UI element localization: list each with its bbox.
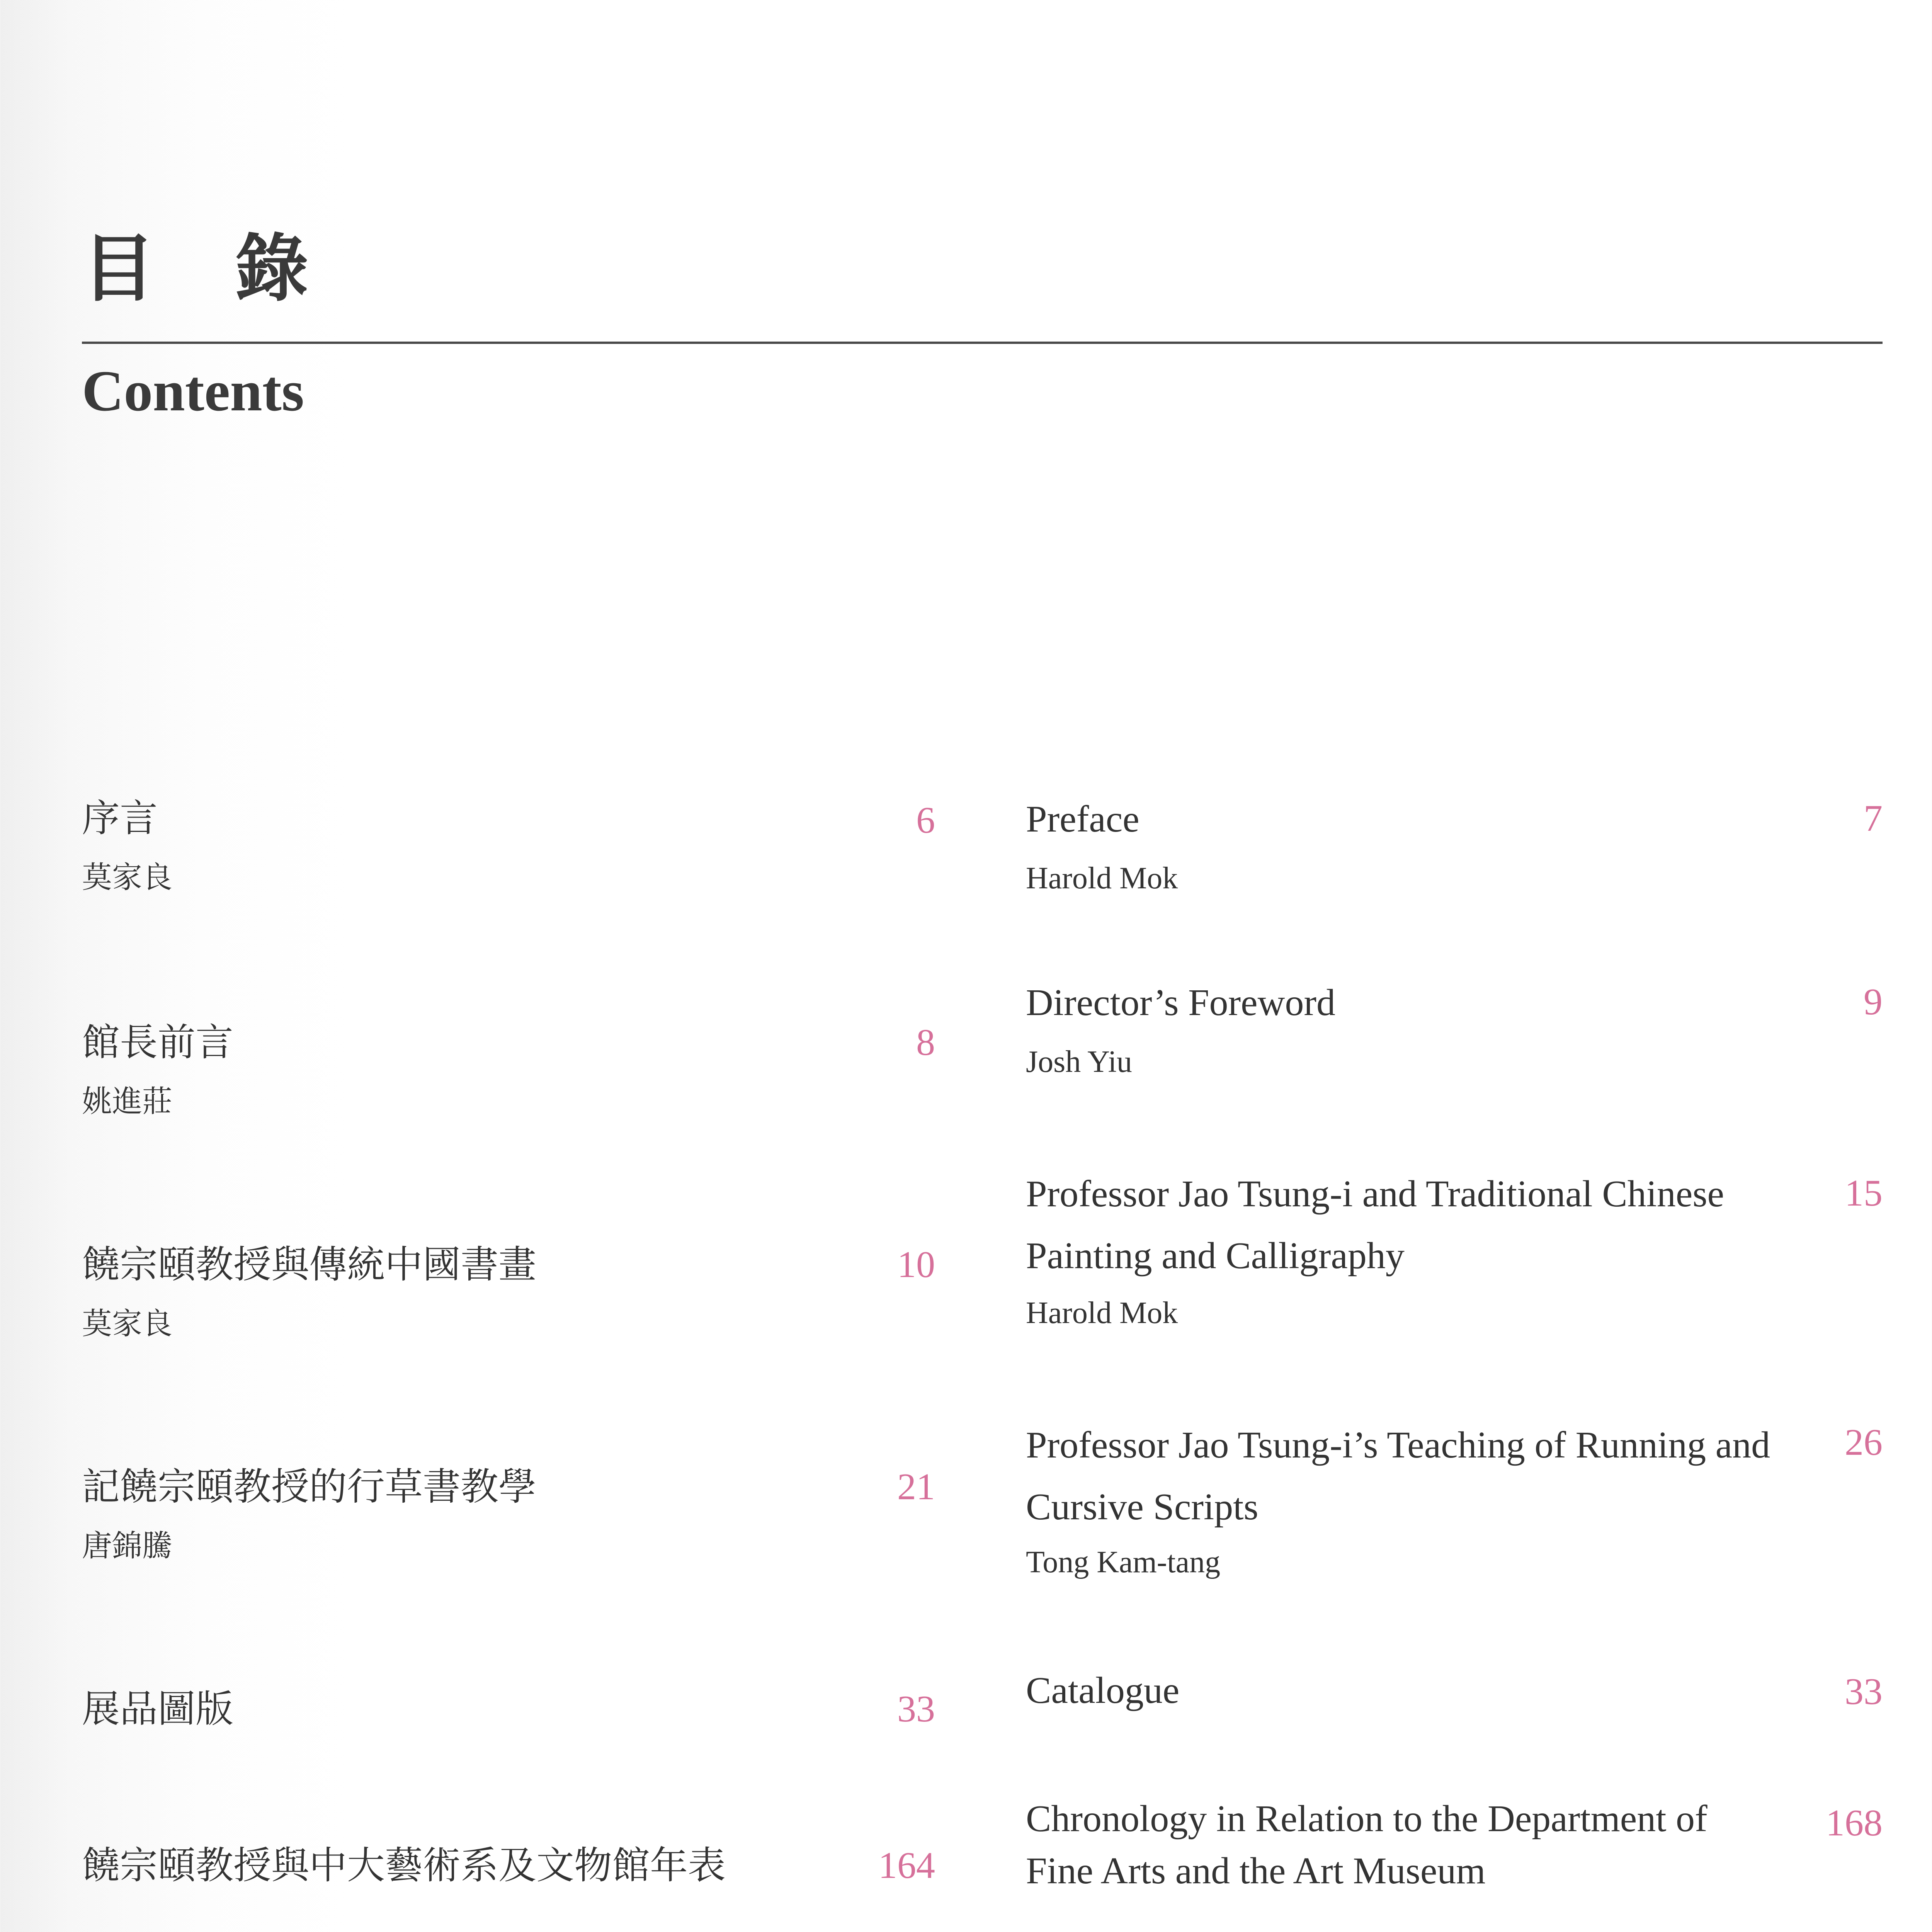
toc-zh-title[interactable]: 序言 bbox=[82, 796, 158, 840]
toc-zh-title[interactable]: 展品圖版 bbox=[82, 1687, 234, 1731]
toc-en-page-number[interactable]: 7 bbox=[1864, 798, 1883, 839]
toc-zh-author: 姚進莊 bbox=[82, 1084, 173, 1119]
toc-en-page-number[interactable]: 168 bbox=[1826, 1802, 1883, 1844]
toc-en-page-number[interactable]: 26 bbox=[1845, 1422, 1883, 1463]
toc-en-page-number[interactable]: 33 bbox=[1845, 1671, 1883, 1713]
toc-en-title[interactable]: Professor Jao Tsung-i’s Teaching of Running and Cursive Scripts bbox=[1026, 1424, 1770, 1528]
toc-en-title[interactable]: Preface bbox=[1026, 798, 1139, 840]
toc-en-title[interactable]: Director’s Foreword bbox=[1026, 982, 1336, 1024]
toc-zh-author: 莫家良 bbox=[82, 860, 173, 895]
toc-zh-page-number[interactable]: 164 bbox=[878, 1845, 935, 1886]
toc-en-title[interactable]: Chronology in Relation to the Department of Fine Arts and the Art Museum bbox=[1026, 1798, 1708, 1892]
toc-en-page-number[interactable]: 9 bbox=[1864, 981, 1883, 1023]
toc-en-author: Harold Mok bbox=[1026, 1296, 1178, 1330]
toc-zh-page-number[interactable]: 6 bbox=[916, 799, 935, 841]
page-title-english: Contents bbox=[82, 359, 304, 423]
toc-zh-page-number[interactable]: 8 bbox=[916, 1022, 935, 1063]
toc-en-page-number[interactable]: 15 bbox=[1845, 1172, 1883, 1214]
toc-zh-page-number[interactable]: 21 bbox=[897, 1466, 935, 1508]
page-title-chinese: 目 錄 bbox=[82, 225, 336, 311]
toc-en-author: Josh Yiu bbox=[1026, 1045, 1132, 1079]
toc-en-title[interactable]: Catalogue bbox=[1026, 1670, 1180, 1711]
toc-en-author: Tong Kam-tang bbox=[1026, 1545, 1221, 1579]
title-divider bbox=[82, 342, 1883, 344]
toc-en-title[interactable]: Professor Jao Tsung-i and Traditional Chinese Painting and Calligraphy bbox=[1026, 1173, 1724, 1277]
toc-zh-page-number[interactable]: 10 bbox=[897, 1244, 935, 1286]
toc-zh-title[interactable]: 饒宗頤教授與傳統中國書畫 bbox=[82, 1243, 537, 1287]
toc-zh-title[interactable]: 記饒宗頤教授的行草書教學 bbox=[82, 1465, 537, 1509]
toc-en-author: Harold Mok bbox=[1026, 861, 1178, 895]
toc-zh-title[interactable]: 饒宗頤教授與中大藝術系及文物館年表 bbox=[82, 1844, 726, 1888]
toc-zh-author: 莫家良 bbox=[82, 1306, 173, 1341]
toc-zh-page-number[interactable]: 33 bbox=[897, 1688, 935, 1730]
toc-zh-author: 唐錦騰 bbox=[82, 1529, 173, 1563]
toc-zh-title[interactable]: 館長前言 bbox=[82, 1020, 234, 1065]
